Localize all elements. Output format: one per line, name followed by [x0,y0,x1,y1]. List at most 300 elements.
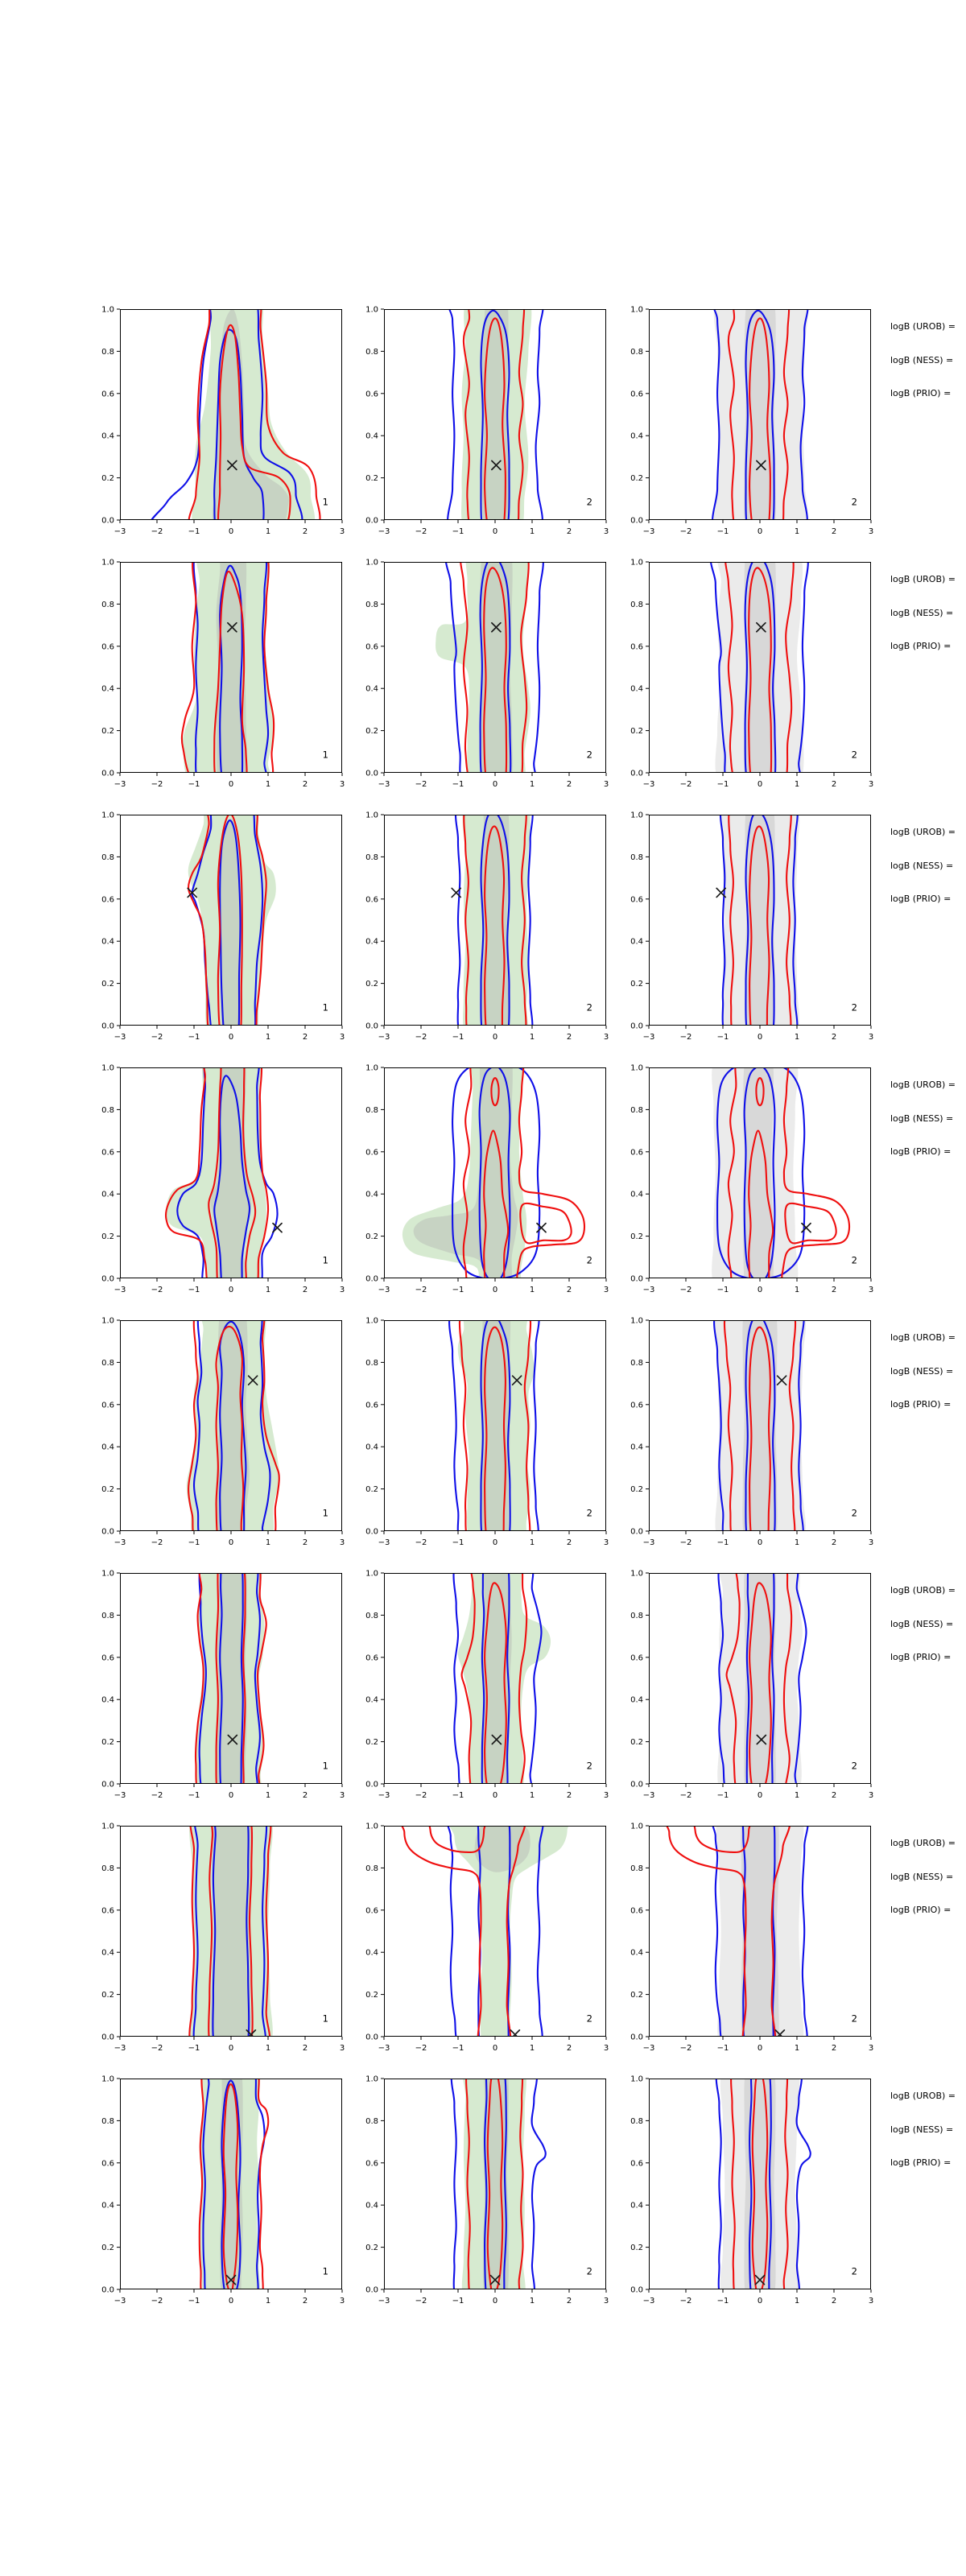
x-tick-label: 3 [603,1538,609,1547]
y-tick-label: 1.0 [630,1063,643,1073]
logb-label-prio: logB (PRIO) = [890,894,952,904]
x-tick-label: 3 [868,1791,874,1800]
x-tick-label: −2 [415,2297,427,2306]
x-tick-label: −2 [151,1033,163,1042]
x-tick-label: −2 [679,2297,692,2306]
x-tick-label: −2 [151,1286,163,1294]
plot-area [717,1553,806,1804]
y-tick-label: 1.0 [101,305,114,315]
subplot-r4c3 [630,1048,873,1299]
x-tick-label: 0 [228,1791,234,1800]
y-tick-label: 0.0 [101,2285,114,2295]
corner-label: 2 [586,1507,592,1519]
y-tick-label: 0.8 [365,1105,378,1115]
y-tick-label: 0.8 [101,1864,114,1873]
logb-label-prio: logB (PRIO) = [890,1905,952,1915]
y-tick-label: 0.0 [365,1274,378,1284]
x-tick-label: 3 [868,2297,874,2306]
x-tick-label: 1 [794,1286,800,1294]
x-tick-label: 2 [302,1791,308,1800]
y-tick-label: 0.4 [630,1948,643,1958]
plot-area [716,795,799,1046]
x-tick-label: −3 [378,1791,390,1800]
logb-label-prio: logB (PRIO) = [890,641,952,651]
y-tick-label: 0.6 [365,642,378,652]
subplot-r2c2 [365,541,609,794]
x-tick-label: −1 [188,1286,200,1294]
y-tick-label: 0.8 [365,1611,378,1620]
x-tick-label: −3 [378,1286,390,1294]
y-tick-label: 0.8 [365,2116,378,2126]
y-tick-label: 0.8 [101,1611,114,1620]
x-tick-label: 3 [603,1286,609,1294]
y-tick-label: 0.0 [630,769,643,778]
y-tick-label: 0.6 [630,390,643,399]
x-tick-label: 2 [566,1791,572,1800]
y-tick-label: 0.6 [101,1148,114,1158]
y-tick-label: 1.0 [101,1822,114,1831]
x-tick-label: 1 [529,527,535,536]
corner-label: 1 [322,1507,328,1519]
x-tick-label: 3 [339,527,345,536]
corner-label: 2 [851,1254,857,1266]
x-tick-label: −2 [151,1538,163,1547]
y-tick-label: 0.2 [101,1738,114,1748]
y-tick-label: 0.6 [365,390,378,399]
corner-label: 2 [586,1254,592,1266]
y-tick-label: 0.6 [101,1401,114,1410]
corner-label: 1 [322,2265,328,2277]
x-tick-label: 0 [492,2044,498,2053]
y-tick-label: 1.0 [101,811,114,820]
x-tick-label: 0 [757,527,763,536]
y-tick-label: 0.6 [101,2159,114,2169]
x-tick-label: 1 [794,2297,800,2306]
y-tick-label: 0.2 [101,727,114,737]
x-tick-label: −3 [114,527,126,536]
y-tick-label: 0.4 [365,2201,378,2211]
y-tick-label: 1.0 [630,1316,643,1326]
x-tick-label: 3 [339,1538,345,1547]
x-tick-label: 3 [868,2044,874,2053]
x-tick-label: 3 [603,527,609,536]
x-tick-label: 2 [302,527,308,536]
y-tick-label: 0.2 [630,980,643,989]
logb-label-urob: logB (UROB) = [890,574,956,584]
x-tick-label: −1 [716,1791,729,1800]
x-tick-label: −1 [716,527,729,536]
plot-area [200,2060,271,2307]
subplot-r3c3 [630,795,873,1046]
x-tick-label: 2 [831,1286,837,1294]
y-tick-label: 0.8 [101,2116,114,2126]
x-tick-label: −1 [188,780,200,789]
x-tick-label: 0 [228,2044,234,2053]
y-tick-label: 0.8 [630,1611,643,1620]
y-tick-label: 0.4 [101,431,114,441]
x-tick-label: −1 [452,2044,464,2053]
corner-label: 2 [851,1760,857,1772]
x-tick-label: −1 [452,527,464,536]
subplot-r6c1 [101,1554,345,1802]
y-tick-label: 0.0 [101,1274,114,1284]
y-tick-label: 0.6 [101,1653,114,1663]
y-tick-label: 0.8 [101,1105,114,1115]
x-tick-label: 2 [302,1286,308,1294]
y-tick-label: 0.4 [101,684,114,694]
y-tick-label: 0.8 [365,852,378,862]
y-tick-label: 0.6 [101,895,114,905]
y-tick-label: 0.4 [365,431,378,441]
y-tick-label: 0.8 [630,2116,643,2126]
y-tick-label: 0.4 [101,2201,114,2211]
corner-label: 2 [851,496,857,508]
y-tick-label: 0.0 [101,2033,114,2042]
y-tick-label: 1.0 [365,558,378,568]
x-tick-label: −1 [188,1033,200,1042]
x-tick-label: −1 [716,2044,729,2053]
contour-fill-inner [211,1806,251,2057]
x-tick-label: −3 [378,2297,390,2306]
x-marker [510,2030,519,2039]
y-tick-label: 0.2 [630,1738,643,1748]
x-tick-label: 3 [339,1791,345,1800]
x-tick-label: −3 [642,2044,655,2053]
y-tick-label: 1.0 [101,1569,114,1579]
corner-label: 1 [322,749,328,761]
subplot-r8c1 [101,2060,345,2307]
logb-label-ness: logB (NESS) = [890,1872,954,1882]
x-tick-label: −3 [114,2297,126,2306]
y-tick-label: 0.0 [630,2285,643,2295]
y-tick-label: 1.0 [365,1063,378,1073]
plot-area [714,1300,806,1551]
y-tick-label: 0.6 [101,642,114,652]
x-tick-label: 1 [265,1033,271,1042]
x-tick-label: −3 [378,780,390,789]
x-tick-label: −1 [716,2297,729,2306]
y-tick-label: 0.8 [101,347,114,357]
y-tick-label: 0.4 [101,1695,114,1705]
y-tick-label: 1.0 [630,811,643,820]
y-tick-label: 0.8 [630,347,643,357]
y-tick-label: 0.0 [365,769,378,778]
subplot-r5c1 [101,1301,345,1550]
y-tick-label: 1.0 [365,1569,378,1579]
x-tick-label: 2 [831,1791,837,1800]
subplot-r7c3 [630,1806,873,2057]
plot-area [402,1048,584,1296]
x-tick-label: −2 [679,1033,692,1042]
x-tick-label: 2 [831,780,837,789]
x-tick-label: −2 [415,2044,427,2053]
y-tick-label: 1.0 [630,558,643,568]
x-tick-label: 1 [794,780,800,789]
x-tick-label: 0 [228,527,234,536]
x-tick-label: 0 [492,2297,498,2306]
y-tick-label: 0.6 [365,1906,378,1916]
y-tick-label: 0.4 [630,1443,643,1452]
x-tick-label: −1 [188,2297,200,2306]
x-tick-label: 0 [757,1791,763,1800]
y-tick-label: 1.0 [101,2074,114,2084]
x-tick-label: −1 [452,1033,464,1042]
y-tick-label: 0.8 [365,347,378,357]
x-tick-label: −1 [452,1286,464,1294]
subplot-r5c3 [630,1300,873,1551]
corner-label: 1 [322,1760,328,1772]
y-tick-label: 0.0 [630,2033,643,2042]
corner-label: 2 [851,2013,857,2025]
plot-area [452,795,533,1046]
plot-area [188,799,276,1046]
x-tick-label: −1 [452,1791,464,1800]
x-tick-label: 3 [868,1286,874,1294]
y-tick-label: 0.4 [630,1190,643,1199]
y-tick-label: 0.6 [365,895,378,905]
x-tick-label: 2 [302,1538,308,1547]
y-tick-label: 0.2 [365,1991,378,2000]
x-tick-label: 3 [339,2044,345,2053]
y-tick-label: 0.6 [630,2159,643,2169]
subplot-r1c2 [365,290,609,541]
x-tick-label: 1 [794,2044,800,2053]
y-tick-label: 0.4 [101,1190,114,1199]
y-tick-label: 0.0 [101,1527,114,1537]
x-tick-label: −1 [716,780,729,789]
y-tick-label: 0.6 [630,1401,643,1410]
y-tick-label: 0.0 [630,1274,643,1284]
x-tick-label: 0 [228,1033,234,1042]
x-tick-label: −1 [188,1538,200,1547]
y-tick-label: 1.0 [630,305,643,315]
y-tick-label: 0.2 [101,1991,114,2000]
x-tick-label: 3 [603,780,609,789]
y-tick-label: 0.8 [630,1105,643,1115]
x-tick-label: −2 [415,780,427,789]
y-tick-label: 1.0 [365,811,378,820]
y-tick-label: 0.2 [101,1232,114,1242]
y-tick-label: 1.0 [101,1316,114,1326]
y-tick-label: 0.4 [101,937,114,947]
corner-label: 2 [851,1507,857,1519]
y-tick-label: 0.2 [365,980,378,989]
y-tick-label: 0.4 [365,1443,378,1452]
x-tick-label: 2 [566,1538,572,1547]
plot-area [400,1809,572,2055]
x-tick-label: 0 [757,2297,763,2306]
x-tick-label: −3 [642,2297,655,2306]
x-tick-label: −2 [679,527,692,536]
x-tick-label: 2 [566,2297,572,2306]
y-tick-label: 0.4 [365,684,378,694]
x-tick-label: −1 [452,780,464,789]
x-tick-label: 0 [492,1033,498,1042]
plot-area [449,1302,539,1550]
x-tick-label: 3 [603,1791,609,1800]
y-tick-label: 0.2 [630,1991,643,2000]
x-tick-label: −2 [415,1791,427,1800]
y-tick-label: 1.0 [365,1822,378,1831]
y-tick-label: 0.8 [365,1864,378,1873]
plot-area [436,541,543,794]
x-tick-label: 1 [529,1286,535,1294]
logb-label-prio: logB (PRIO) = [890,2157,952,2168]
x-tick-label: 2 [302,2297,308,2306]
subplot-r4c2 [365,1048,609,1296]
plot-area [711,542,808,794]
plot-area [187,1301,279,1550]
plot-area [453,1554,551,1805]
subplot-r2c1 [101,543,345,794]
x-tick-label: 3 [868,527,874,536]
y-tick-label: 1.0 [630,2074,643,2084]
y-tick-label: 0.2 [365,1232,378,1242]
x-tick-label: −2 [679,1791,692,1800]
x-tick-label: −2 [151,527,163,536]
x-tick-label: −3 [114,1538,126,1547]
x-tick-label: −2 [679,780,692,789]
y-tick-label: 0.6 [101,390,114,399]
y-tick-label: 0.0 [101,1780,114,1790]
logb-label-ness: logB (NESS) = [890,861,954,871]
x-tick-label: 3 [339,1286,345,1294]
subplot-r7c1 [101,1806,345,2057]
x-tick-label: −1 [716,1033,729,1042]
y-tick-label: 0.6 [630,642,643,652]
y-tick-label: 1.0 [101,1063,114,1073]
x-tick-label: 3 [339,1033,345,1042]
y-tick-label: 1.0 [365,305,378,315]
x-tick-label: −3 [378,1538,390,1547]
y-tick-label: 0.0 [365,1022,378,1031]
logb-label-urob: logB (UROB) = [890,1080,956,1090]
y-tick-label: 0.0 [630,1780,643,1790]
x-tick-label: 0 [228,1538,234,1547]
x-tick-label: −2 [415,1286,427,1294]
x-tick-label: 2 [302,2044,308,2053]
x-tick-label: −2 [151,2297,163,2306]
x-tick-label: 0 [492,527,498,536]
plot-area [189,1806,273,2057]
y-tick-label: 0.0 [630,1022,643,1031]
y-tick-label: 0.6 [365,2159,378,2169]
x-tick-label: 3 [603,2044,609,2053]
x-tick-label: −2 [679,1286,692,1294]
x-tick-label: 2 [831,527,837,536]
plot-area [712,1048,849,1299]
x-tick-label: −3 [642,1538,655,1547]
x-tick-label: −3 [114,1033,126,1042]
x-tick-label: 1 [265,1538,271,1547]
plot-area [452,2060,546,2310]
y-tick-label: 0.2 [101,474,114,484]
y-tick-label: 0.2 [365,1738,378,1748]
y-tick-label: 1.0 [630,1822,643,1831]
y-tick-label: 0.0 [365,516,378,526]
y-tick-label: 0.4 [630,431,643,441]
logb-label-urob: logB (UROB) = [890,1838,956,1848]
x-tick-label: −1 [716,1286,729,1294]
y-tick-label: 0.2 [101,2244,114,2253]
x-tick-label: 2 [302,780,308,789]
corner-label: 2 [586,1001,592,1013]
x-tick-label: 1 [265,1286,271,1294]
y-tick-label: 0.4 [630,2201,643,2211]
x-tick-label: 1 [529,2044,535,2053]
y-tick-label: 0.8 [630,1358,643,1368]
x-tick-label: 3 [339,780,345,789]
x-tick-label: 3 [603,1033,609,1042]
logb-label-urob: logB (UROB) = [890,321,956,332]
corner-label: 2 [851,2265,857,2277]
y-tick-label: 0.2 [630,727,643,737]
x-tick-label: 0 [228,2297,234,2306]
x-tick-label: 0 [757,780,763,789]
y-tick-label: 0.6 [365,1401,378,1410]
y-tick-label: 0.4 [365,1190,378,1199]
x-tick-label: −1 [188,527,200,536]
x-tick-label: −3 [114,1791,126,1800]
x-tick-label: 2 [566,1286,572,1294]
y-tick-label: 0.4 [365,1695,378,1705]
y-tick-label: 0.0 [365,1780,378,1790]
x-tick-label: −3 [114,1286,126,1294]
x-tick-label: 1 [265,527,271,536]
logb-label-ness: logB (NESS) = [890,1113,954,1124]
y-tick-label: 0.0 [365,2285,378,2295]
x-tick-label: 3 [868,1033,874,1042]
y-tick-label: 0.8 [630,1864,643,1873]
x-tick-label: −3 [642,1791,655,1800]
x-tick-label: 3 [603,2297,609,2306]
logb-label-prio: logB (PRIO) = [890,1652,952,1662]
x-tick-label: 3 [868,1538,874,1547]
subplot-r3c1 [101,799,345,1046]
x-tick-label: 2 [566,527,572,536]
y-tick-label: 0.2 [630,2244,643,2253]
y-tick-label: 0.2 [630,1232,643,1242]
x-tick-label: 0 [492,1538,498,1547]
corner-label: 1 [322,1254,328,1266]
plot-area [665,1806,808,2057]
x-tick-label: 3 [339,2297,345,2306]
x-tick-label: 1 [265,1791,271,1800]
x-tick-label: 0 [757,1538,763,1547]
corner-label: 2 [851,749,857,761]
x-tick-label: −1 [716,1538,729,1547]
y-tick-label: 0.6 [630,895,643,905]
x-tick-label: −3 [378,2044,390,2053]
logb-label-urob: logB (UROB) = [890,1332,956,1343]
y-tick-label: 0.2 [101,980,114,989]
x-tick-label: −2 [679,1538,692,1547]
x-tick-label: 0 [492,1286,498,1294]
y-tick-label: 0.4 [630,1695,643,1705]
logb-label-ness: logB (NESS) = [890,355,954,365]
logb-label-ness: logB (NESS) = [890,608,954,618]
y-tick-label: 0.0 [365,2033,378,2042]
y-tick-label: 0.0 [101,1022,114,1031]
x-tick-label: −1 [452,1538,464,1547]
logb-label-prio: logB (PRIO) = [890,388,952,398]
plot-area [182,543,274,794]
x-tick-label: −2 [415,527,427,536]
x-tick-label: 1 [529,1791,535,1800]
y-tick-label: 0.4 [101,1443,114,1452]
x-tick-label: −3 [642,527,655,536]
y-tick-label: 0.6 [630,1906,643,1916]
